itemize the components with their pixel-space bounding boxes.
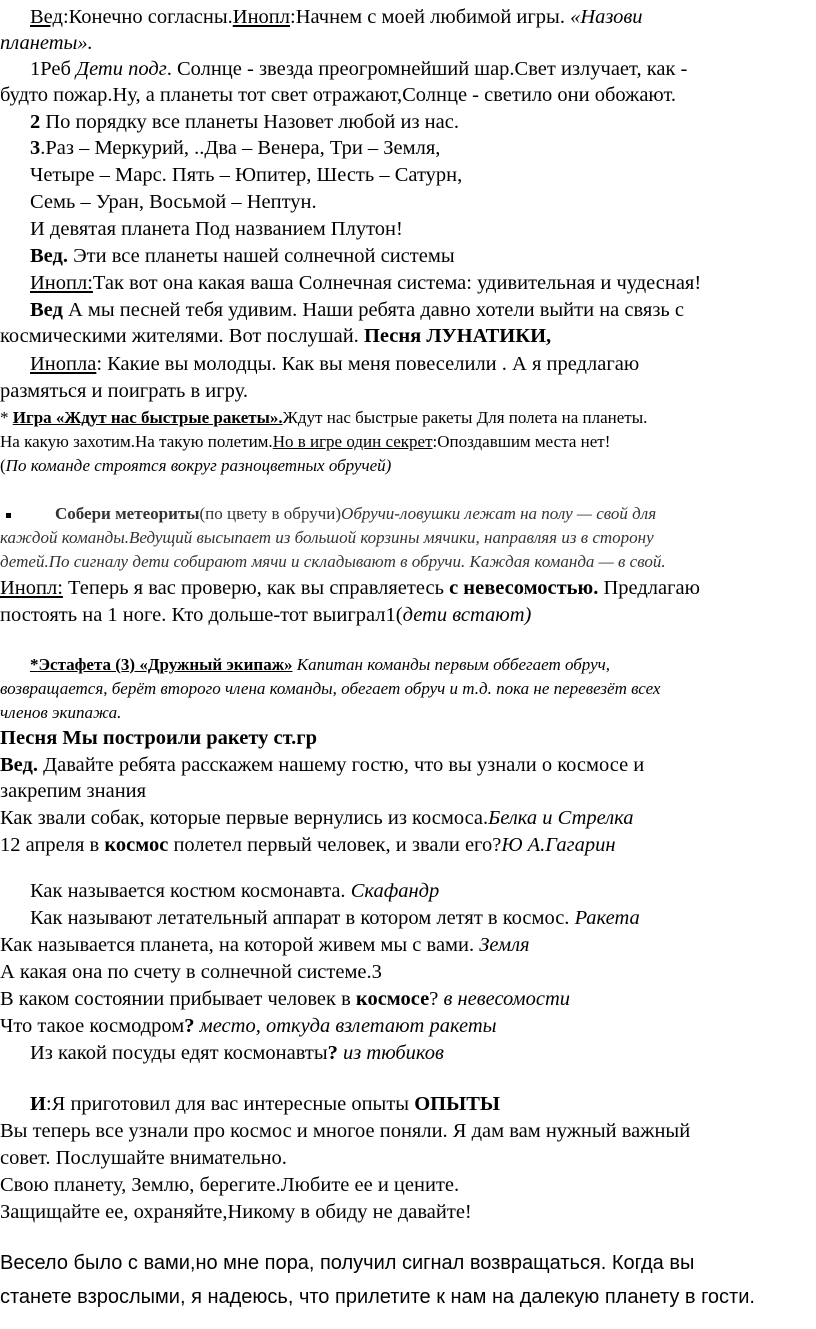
paragraph-line	[0, 961, 382, 985]
speaker-label: Вед.	[0, 754, 38, 776]
paragraph-line	[6, 504, 656, 524]
text-run: Так вот она какая ваша Солнечная система: удивительная и чудесная!	[92, 272, 702, 294]
paragraph-line	[30, 907, 640, 931]
paragraph-line	[30, 58, 687, 82]
paragraph-line	[30, 164, 462, 188]
text-run: Дети подг	[76, 58, 167, 80]
answer-text: из тюбиков	[337, 1042, 444, 1064]
text-run: Предлагаю	[598, 577, 700, 599]
paragraph-line	[0, 679, 660, 699]
text-run: :Я приготовил для вас интересные опыты	[45, 1093, 415, 1115]
text-run: Ждут нас быстрые ракеты Для полета на планеты.	[282, 408, 648, 427]
speaker-label: Вед	[30, 6, 63, 28]
text-run: .Раз – Меркурий, ..Два – Венера, Три – Земля,	[40, 137, 441, 159]
text-run: каждой команды.Ведущий высыпает из большой корзины мячики, направляя из в сторону	[0, 528, 654, 547]
text-run: *	[0, 408, 13, 427]
text-run: Вы теперь все узнали про космос и многое поняли. Я дам вам нужный важный	[0, 1120, 691, 1142]
paragraph-line	[0, 604, 531, 628]
text-run: По команде строятся вокруг разноцветных обручей)	[5, 456, 392, 475]
paragraph-line	[0, 1147, 287, 1171]
speaker-label: Инопла	[30, 353, 97, 375]
text-run: Четыре – Марс. Пять – Юпитер, Шесть – Сатурн,	[30, 164, 463, 186]
paragraph-line	[30, 299, 684, 323]
text-run: В каком состоянии прибывает человек в	[0, 988, 356, 1010]
text-run: :Конечно согласны.	[62, 6, 233, 28]
speaker-label: Инопл:	[30, 272, 93, 294]
paragraph-line	[0, 552, 666, 572]
paragraph-line	[0, 834, 616, 858]
text-run: будто пожар.Ну, а планеты тот свет отражают,Солнце - светило они обожают.	[0, 84, 677, 106]
paragraph-line	[0, 1120, 690, 1144]
text-run: 2	[30, 111, 41, 133]
speaker-label: Вед	[30, 299, 63, 321]
speaker-label: Инопл	[232, 6, 290, 28]
speaker-label: Вед.	[30, 245, 68, 267]
text-run: Давайте ребята расскажем нашему гостю, что вы узнали о космосе и	[38, 754, 645, 776]
speaker-label: И	[30, 1093, 46, 1115]
paragraph-line	[30, 1042, 444, 1066]
text-run: Семь – Уран, Восьмой – Нептун.	[30, 191, 317, 213]
paragraph-line	[30, 218, 403, 242]
text-run: ?	[429, 988, 444, 1010]
text-run: членов экипажа.	[0, 703, 122, 722]
text-run: полетел первый человек, и звали его?	[168, 834, 502, 856]
paragraph-line	[30, 272, 701, 296]
text-run: ?	[184, 1015, 195, 1037]
text-run: с невесомостью.	[449, 577, 599, 599]
paragraph-line	[0, 1286, 755, 1309]
text-run: ?	[327, 1042, 338, 1064]
text-run: «Назови	[570, 6, 643, 28]
paragraph-line	[0, 780, 146, 804]
paragraph-line	[0, 408, 647, 428]
text-run: Но в игре один секрет	[272, 432, 433, 451]
text-run: (	[0, 456, 6, 475]
text-run: Как называется костюм космонавта.	[30, 880, 351, 902]
paragraph-line	[0, 528, 654, 548]
text-run: космос	[104, 834, 169, 856]
text-run: совет. Послушайте внимательно.	[0, 1147, 287, 1169]
paragraph-line	[0, 32, 93, 56]
paragraph-line	[30, 880, 439, 904]
text-run: А мы песней тебя удивим. Наши ребята давно хотели выйти на связь с	[62, 299, 684, 321]
text-run: По порядку все планеты Назовет любой из нас.	[40, 111, 459, 133]
paragraph-line	[30, 111, 459, 135]
text-run: размяться и поиграть в игру.	[0, 380, 248, 402]
paragraph-line	[0, 380, 248, 404]
paragraph-line	[0, 754, 644, 778]
text-run: станете взрослыми, я надеюсь, что прилетите к нам на далекую планету в гости.	[0, 1286, 755, 1308]
text-run: постоять на 1 ноге. Кто дольше-тот выиграл1(	[0, 604, 403, 626]
text-run: На какую захотим.На такую полетим.	[0, 432, 273, 451]
paragraph-line	[0, 934, 530, 958]
text-run: 1Реб	[30, 58, 77, 80]
text-run: И девятая планета Под названием Плутон!	[30, 218, 403, 240]
answer-text: Белка и Стрелка	[488, 807, 634, 829]
paragraph-line	[30, 245, 455, 269]
text-run: планеты».	[0, 32, 93, 54]
text-run: возвращается, берёт второго члена команды, обегает обруч и т.д. пока не перевезёт всех	[0, 679, 661, 698]
speaker-label: Инопл:	[0, 577, 63, 599]
paragraph-line	[0, 703, 121, 723]
text-run: детей.По сигналу дети собирают мячи и складывают в обручи. Каждая команда — в свой.	[0, 552, 666, 571]
text-run: :Опоздавшим места нет!	[432, 432, 611, 451]
paragraph-line	[30, 655, 610, 675]
song-title: Песня ЛУНАТИКИ,	[363, 325, 552, 347]
answer-text: в невесомости	[443, 988, 571, 1010]
text-run: . Солнце - звезда преогромнейший шар.Свет излучает, как -	[166, 58, 688, 80]
answer-text: Земля	[479, 934, 530, 956]
text-run: Капитан команды первым оббегает обруч,	[292, 655, 610, 674]
answer-text: место, откуда взлетают ракеты	[194, 1015, 497, 1037]
section-title: ОПЫТЫ	[414, 1093, 501, 1115]
paragraph-line	[30, 353, 639, 377]
paragraph-line	[0, 1201, 472, 1225]
paragraph-line	[0, 432, 610, 452]
text-run: Теперь я вас проверю, как вы справляетесь	[62, 577, 450, 599]
text-run: (по цвету в обручи)	[199, 504, 342, 523]
text-run: Как звали собак, которые первые вернулись из космоса.	[0, 807, 489, 829]
answer-text: Скафандр	[350, 880, 440, 902]
paragraph-line	[0, 577, 700, 601]
text-run: Обручи-ловушки лежат на полу — свой для	[341, 504, 657, 523]
paragraph-line	[0, 988, 570, 1012]
text-run: :Начнем с моей любимой игры.	[290, 6, 571, 28]
bullet-icon	[6, 513, 11, 518]
paragraph-line	[30, 191, 317, 215]
text-run: Свою планету, Землю, берегите.Любите ее и цените.	[0, 1174, 460, 1196]
text-run: дети встают)	[402, 604, 532, 626]
game-title: Игра «Ждут нас быстрые ракеты».	[12, 408, 283, 427]
text-run: : Какие вы молодцы. Как вы меня повеселили . А я предлагаю	[96, 353, 640, 375]
text-run: Что такое космодром	[0, 1015, 185, 1037]
paragraph-line	[0, 807, 633, 831]
text-run: Эти все планеты нашей солнечной системы	[68, 245, 455, 267]
text-run: Как называют летательный аппарат в котором летят в космос.	[30, 907, 575, 929]
text-run: Защищайте ее, охраняйте,Никому в обиду не давайте!	[0, 1201, 472, 1223]
paragraph-line	[30, 6, 643, 30]
game-title: *Эстафета (3) «Дружный экипаж»	[30, 655, 293, 674]
text-run: закрепим знания	[0, 780, 147, 802]
text-run: Весело было с вами,но мне пора, получил сигнал возвращаться. Когда вы	[0, 1252, 695, 1274]
text-run: 3	[30, 137, 41, 159]
paragraph-line	[30, 1093, 500, 1117]
text-run: космосе	[355, 988, 430, 1010]
paragraph-line	[0, 456, 391, 476]
song-title	[0, 727, 317, 751]
text-run: А какая она по счету в солнечной системе.3	[0, 961, 382, 983]
game-title: Собери метеориты	[55, 504, 200, 523]
text-run: Из какой посуды едят космонавты	[30, 1042, 328, 1064]
paragraph-line	[0, 1252, 694, 1275]
paragraph-line	[0, 84, 676, 108]
answer-text: Ракета	[574, 907, 640, 929]
paragraph-line	[0, 1174, 459, 1198]
paragraph-line	[30, 137, 440, 161]
paragraph-line	[0, 325, 551, 349]
text-run: Песня Мы построили ракету ст.гр	[0, 727, 317, 749]
answer-text: Ю А.Гагарин	[501, 834, 616, 856]
text-run: космическими жителями. Вот послушай.	[0, 325, 364, 347]
text-run: Как называется планета, на которой живем мы с вами.	[0, 934, 480, 956]
paragraph-line	[0, 1015, 497, 1039]
text-run: 12 апреля в	[0, 834, 105, 856]
